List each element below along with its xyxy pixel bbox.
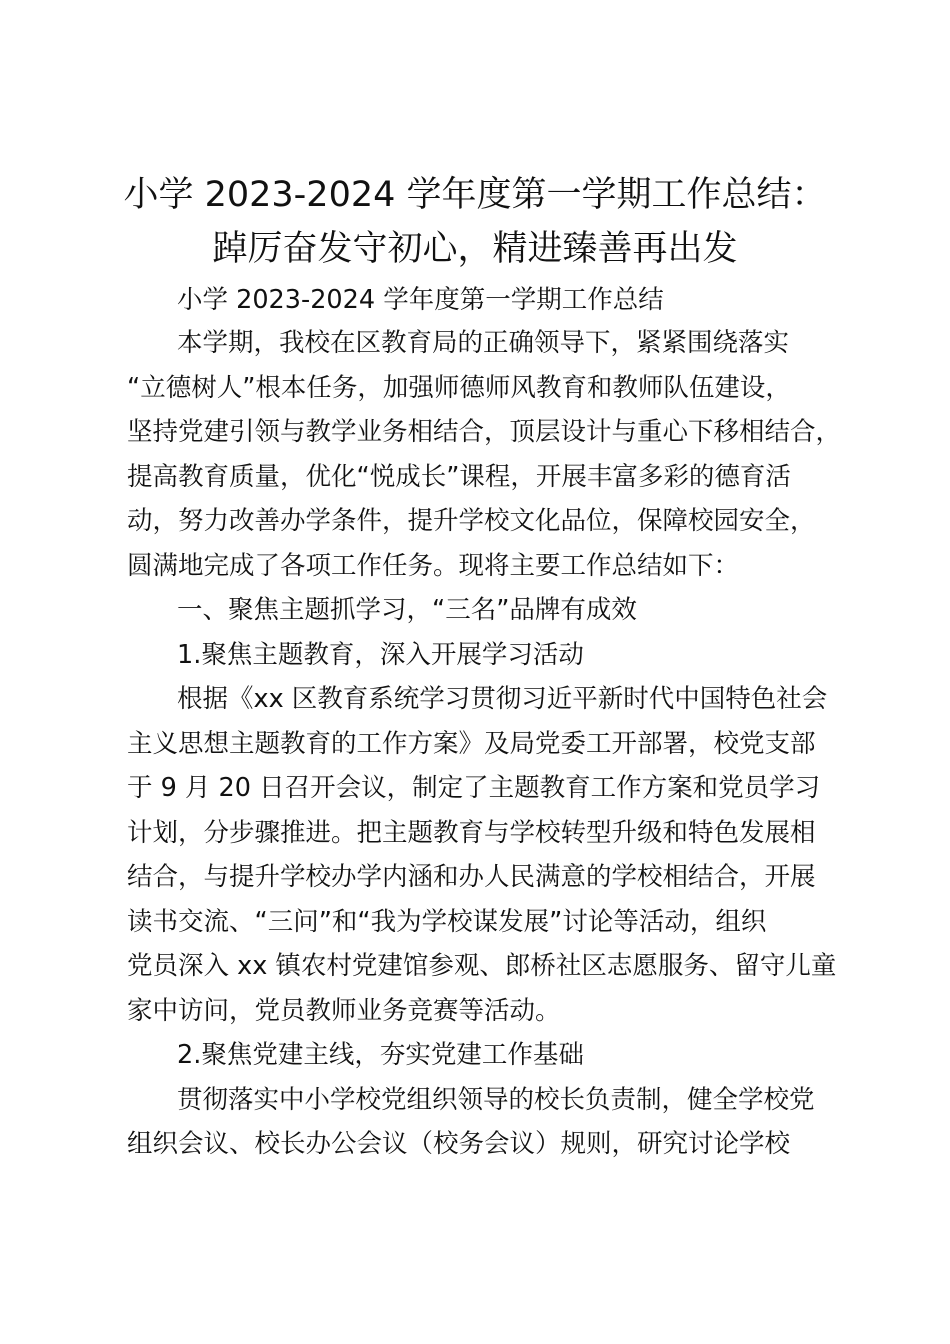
paragraph-line: 动，努力改善办学条件，提升学校文化品位，保障校园安全， [127,506,816,536]
document-title-line-2: 踔厉奋发守初心，精进臻善再出发 [212,229,738,269]
document-title-line-1: 小学 2023-2024 学年度第一学期工作总结： [123,175,827,215]
paragraph-line: “立德树人”根本任务，加强师德师风教育和教师队伍建设， [127,373,791,403]
subsection-heading-2: 2.聚焦党建主线，夯实党建工作基础 [177,1040,584,1070]
section-heading-1: 一、聚焦主题抓学习，“三名”品牌有成效 [177,595,637,625]
paragraph-line: 本学期，我校在区教育局的正确领导下，紧紧围绕落实 [177,328,790,358]
paragraph-line: 组织会议、校长办公会议（校务会议）规则，研究讨论学校 [127,1129,791,1159]
paragraph-line: 圆满地完成了各项工作任务。现将主要工作总结如下： [127,551,740,581]
paragraph-line: 贯彻落实中小学校党组织领导的校长负责制，健全学校党 [177,1085,815,1115]
paragraph-line: 家中访问，党员教师业务竞赛等活动。 [127,996,561,1026]
paragraph-line: 主义思想主题教育的工作方案》及局党委工开部署，校党支部 [127,729,816,759]
paragraph-line: 坚持党建引领与教学业务相结合，顶层设计与重心下移相结合， [127,417,842,447]
paragraph-line: 根据《xx 区教育系统学习贯彻习近平新时代中国特色社会 [177,684,828,714]
paragraph-line: 于 9 月 20 日召开会议，制定了主题教育工作方案和党员学习 [127,773,821,803]
paragraph-line: 党员深入 xx 镇农村党建馆参观、郎桥社区志愿服务、留守儿童 [127,951,837,981]
paragraph-line: 提高教育质量，优化“悦成长”课程，开展丰富多彩的德育活 [127,462,791,492]
paragraph-line: 计划，分步骤推进。把主题教育与学校转型升级和特色发展相 [127,818,816,848]
document-subtitle: 小学 2023-2024 学年度第一学期工作总结 [177,285,664,315]
paragraph-line: 读书交流、“三问”和“我为学校谋发展”讨论等活动，组织 [127,907,767,937]
paragraph-line: 结合，与提升学校办学内涵和办人民满意的学校相结合，开展 [127,862,816,892]
subsection-heading-1: 1.聚焦主题教育，深入开展学习活动 [177,640,584,670]
